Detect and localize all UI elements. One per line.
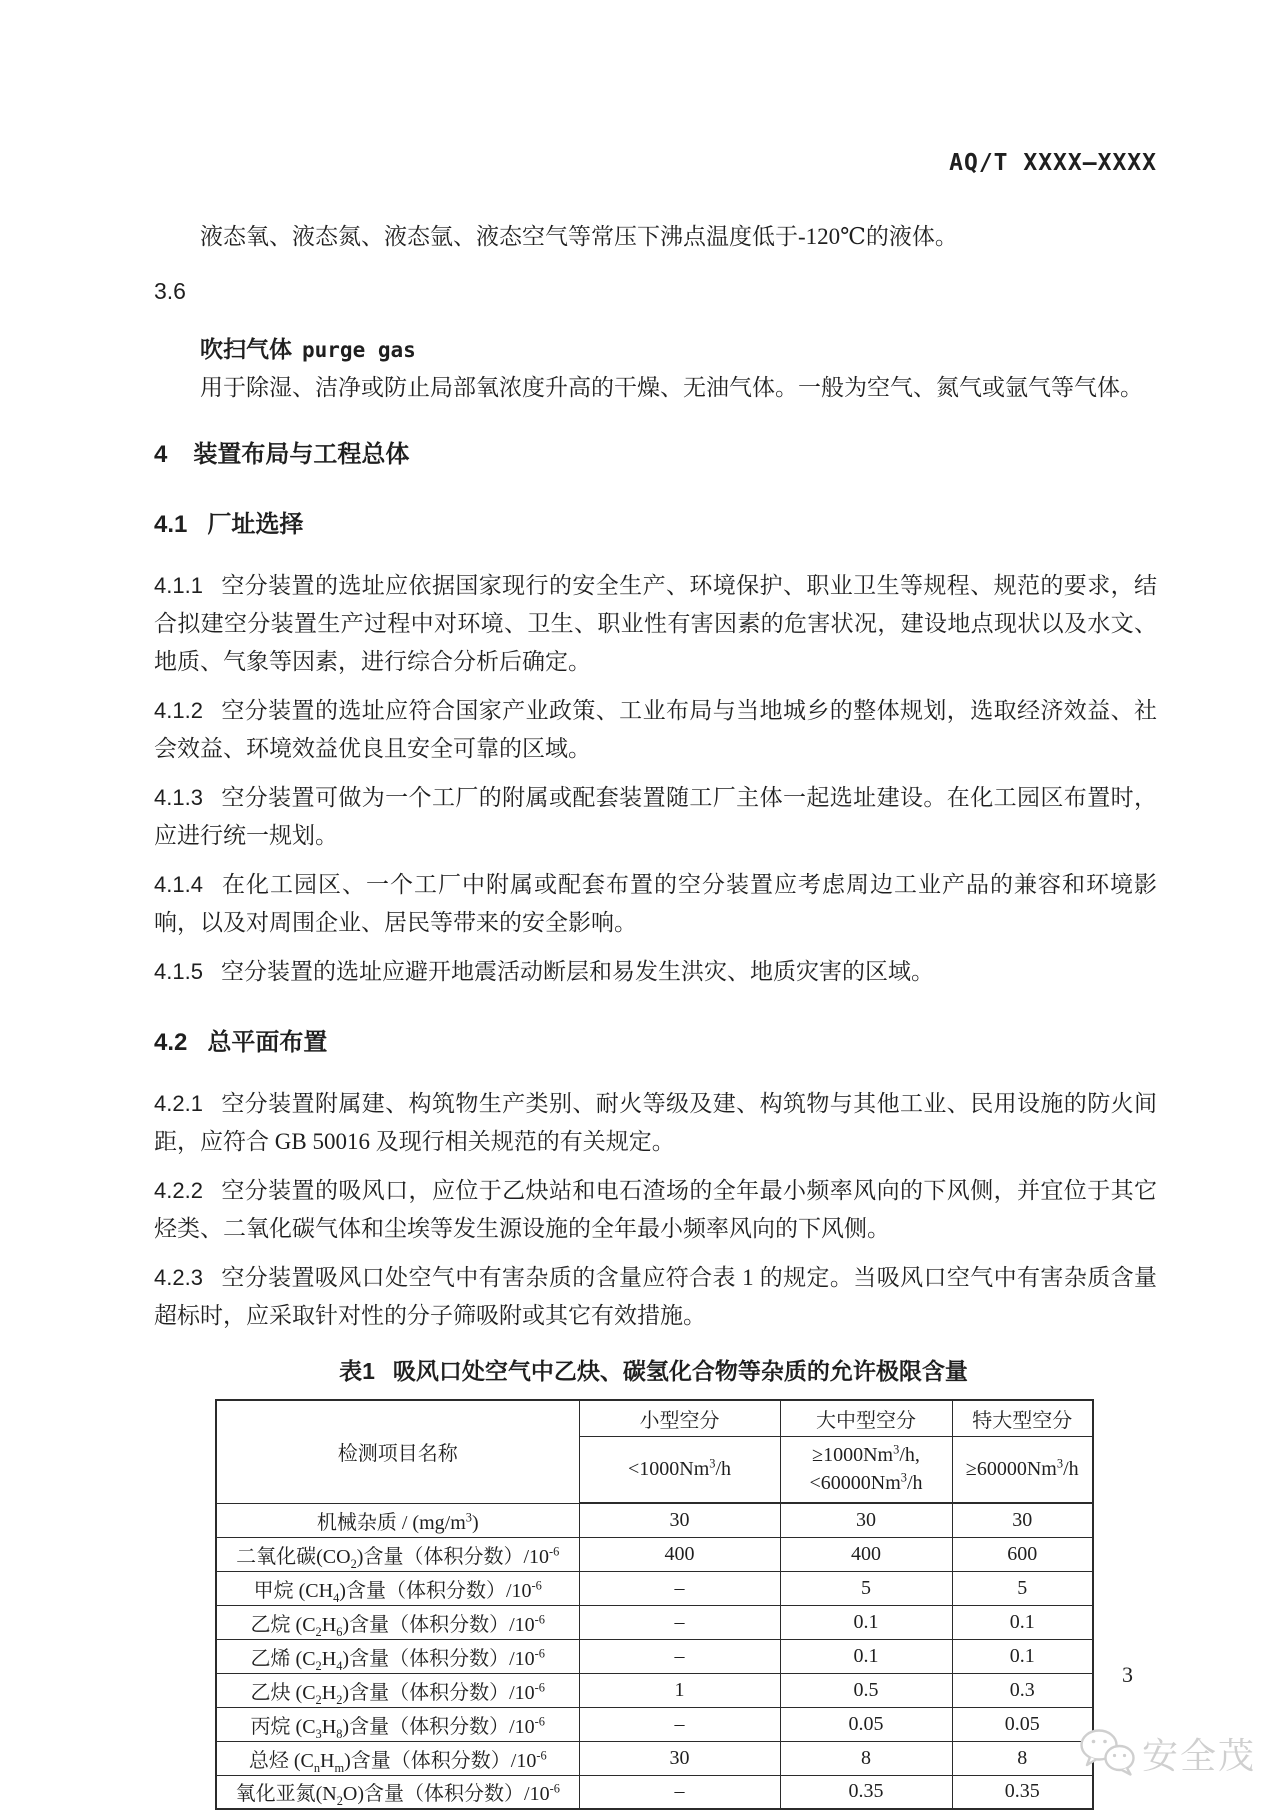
value-cell: 30 [952, 1503, 1093, 1537]
value-cell: 5 [780, 1571, 952, 1605]
clause-text: 空分装置的吸风口，应位于乙炔站和电石渣场的全年最小频率风向的下风侧，并宜位于其它烃类、二氧化碳气体和尘埃等发生源设施的全年最小频率风向的下风侧。 [154, 1178, 1157, 1241]
table-row [216, 1673, 1093, 1707]
clause-number: 4.1.2 [154, 698, 203, 723]
clause-4-2-1 [154, 1085, 1157, 1161]
clause-text: 在化工园区、一个工厂中附属或配套布置的空分装置应考虑周边工业产品的兼容和环境影响，以及对周围企业、居民等带来的安全影响。 [154, 872, 1157, 935]
clause-text: 空分装置的选址应符合国家产业政策、工业布局与当地城乡的整体规划，选取经济效益、社会效益、环境效益优良且安全可靠的区域。 [154, 698, 1157, 761]
section-number: 4.2 [154, 1029, 188, 1056]
capacity-line: $\ge 60000Nm^3/h$ [965, 1456, 1079, 1481]
section-4-1-heading [154, 507, 1157, 543]
column-header-medium: 大中型空分 [780, 1400, 952, 1436]
table-row [216, 1605, 1093, 1639]
table-1 [215, 1399, 1094, 1810]
value-cell: 0.1 [952, 1605, 1093, 1639]
value-cell: – [579, 1775, 780, 1809]
clause-number: 4.1.1 [154, 573, 203, 598]
item-cell: 乙炔 $(C_2H_2)$含量（体积分数）$/10^{-6}$ [216, 1673, 579, 1707]
wechat-icon [1078, 1726, 1136, 1781]
clause-number: 4.1.4 [154, 872, 203, 897]
table-caption-text: 吸风口处空气中乙炔、碳氢化合物等杂质的允许极限含量 [392, 1358, 968, 1384]
clause-number: 4.1.5 [154, 959, 203, 984]
page-number: 3 [1122, 1662, 1133, 1687]
value-cell: 400 [579, 1537, 780, 1571]
capacity-line: $<1000Nm^3/h$ [627, 1456, 732, 1481]
value-cell: 600 [952, 1537, 1093, 1571]
chapter-title: 装置布局与工程总体 [193, 441, 410, 468]
table-header-row-1 [216, 1400, 1093, 1436]
clause-4-1-2 [154, 692, 1157, 768]
clause-number: 4.2.2 [154, 1178, 203, 1203]
document-code: AQ/T XXXX—XXXX [949, 150, 1157, 176]
value-cell: 400 [780, 1537, 952, 1571]
value-cell: 30 [780, 1503, 952, 1537]
term-chinese: 吹扫气体 [200, 336, 292, 362]
value-cell: 8 [952, 1741, 1093, 1775]
value-cell: 0.05 [780, 1707, 952, 1741]
value-cell: 0.5 [780, 1673, 952, 1707]
value-cell: – [579, 1707, 780, 1741]
value-cell: 0.05 [952, 1707, 1093, 1741]
table-row [216, 1707, 1093, 1741]
column-header-extra-large: 特大型空分 [952, 1400, 1093, 1436]
section-title: 总平面布置 [207, 1029, 328, 1056]
clause-number: 4.2.3 [154, 1265, 203, 1290]
term-definition: 用于除湿、洁净或防止局部氧浓度升高的干燥、无油气体。一般为空气、氮气或氩气等气体。 [200, 375, 1143, 400]
term-english: purge gas [302, 338, 416, 362]
definition-3-5-text: 液态氧、液态氮、液态氩、液态空气等常压下沸点温度低于-120℃的液体。 [200, 224, 958, 249]
capacity-line: $<60000Nm^3/h$ [809, 1470, 923, 1495]
value-cell: 8 [780, 1741, 952, 1775]
value-cell: – [579, 1605, 780, 1639]
table-caption-label: 表1 [339, 1358, 375, 1384]
item-cell: 丙烷 $(C_3H_8)$含量（体积分数）$/10^{-6}$ [216, 1707, 579, 1741]
section-number: 4.1 [154, 511, 188, 538]
table-row [216, 1503, 1093, 1537]
value-cell: 1 [579, 1673, 780, 1707]
table-row [216, 1571, 1093, 1605]
table-row [216, 1537, 1093, 1571]
item-cell: 甲烷 $(CH_4)$含量（体积分数）$/10^{-6}$ [216, 1571, 579, 1605]
capacity-extra-large [952, 1436, 1093, 1503]
capacity-medium [780, 1436, 952, 1503]
clause-text: 空分装置可做为一个工厂的附属或配套装置随工厂主体一起选址建设。在化工园区布置时，应进行统一规划。 [154, 785, 1157, 848]
table-row [216, 1775, 1093, 1809]
value-cell: 0.1 [952, 1639, 1093, 1673]
term-line [154, 330, 1157, 369]
table-row [216, 1741, 1093, 1775]
value-cell: 30 [579, 1503, 780, 1537]
item-cell: 二氧化碳$(CO_2)$含量（体积分数）$/10^{-6}$ [216, 1537, 579, 1571]
clause-number: 4.2.1 [154, 1091, 203, 1116]
item-cell: 乙烯 $(C_2H_4)$含量（体积分数）$/10^{-6}$ [216, 1639, 579, 1673]
value-cell: 0.3 [952, 1673, 1093, 1707]
watermark-text: 安全茂 [1142, 1735, 1257, 1776]
clause-4-1-1 [154, 567, 1157, 681]
value-cell: 5 [952, 1571, 1093, 1605]
item-cell: 总烃 $(C_nH_m)$含量（体积分数）$/10^{-6}$ [216, 1741, 579, 1775]
value-cell: 0.1 [780, 1605, 952, 1639]
capacity-line: $\ge 1000Nm^3/h$, [812, 1442, 920, 1467]
clause-number: 4.1.3 [154, 785, 203, 810]
clause-4-2-3 [154, 1259, 1157, 1335]
clause-text: 空分装置的选址应依据国家现行的安全生产、环境保护、职业卫生等规程、规范的要求，结合拟建空分装置生产过程中对环境、卫生、职业性有害因素的危害状况，建设地点现状以及水文、地质、气象等因素，进行综合分析后确定。 [154, 573, 1157, 674]
value-cell: 0.1 [780, 1639, 952, 1673]
section-4-2-heading [154, 1025, 1157, 1061]
table-1-caption [215, 1355, 1092, 1387]
value-cell: 30 [579, 1741, 780, 1775]
section-title: 厂址选择 [207, 511, 304, 538]
column-header-item: 检测项目名称 [216, 1400, 579, 1503]
item-cell: 乙烷 $(C_2H_6)$含量（体积分数）$/10^{-6}$ [216, 1605, 579, 1639]
chapter-number: 4 [154, 441, 168, 468]
clause-4-1-3 [154, 779, 1157, 855]
value-cell: 0.35 [780, 1775, 952, 1809]
clause-text: 空分装置吸风口处空气中有害杂质的含量应符合表 1 的规定。当吸风口空气中有害杂质含量超标时，应采取针对性的分子筛吸附或其它有效措施。 [154, 1265, 1157, 1328]
clause-text: 空分装置的选址应避开地震活动断层和易发生洪灾、地质灾害的区域。 [220, 959, 934, 984]
value-cell: 0.35 [952, 1775, 1093, 1809]
clause-4-2-2 [154, 1172, 1157, 1248]
capacity-small [579, 1436, 780, 1503]
term-clause-number: 3.6 [154, 278, 186, 304]
clause-text: 空分装置附属建、构筑物生产类别、耐火等级及建、构筑物与其他工业、民用设施的防火间距，应符合 GB 50016 及现行相关规范的有关规定。 [154, 1091, 1157, 1154]
column-header-small: 小型空分 [579, 1400, 780, 1436]
table-row [216, 1639, 1093, 1673]
clause-4-1-5 [154, 953, 1157, 991]
chapter-4-heading [154, 437, 1157, 473]
item-cell: 氧化亚氮$(N_2O)$含量（体积分数）$/10^{-6}$ [216, 1775, 579, 1809]
item-cell: 机械杂质 / $(mg/m^3)$ [216, 1503, 579, 1537]
value-cell: – [579, 1639, 780, 1673]
clause-4-1-4 [154, 866, 1157, 942]
value-cell: – [579, 1571, 780, 1605]
watermark [1078, 1726, 1256, 1781]
